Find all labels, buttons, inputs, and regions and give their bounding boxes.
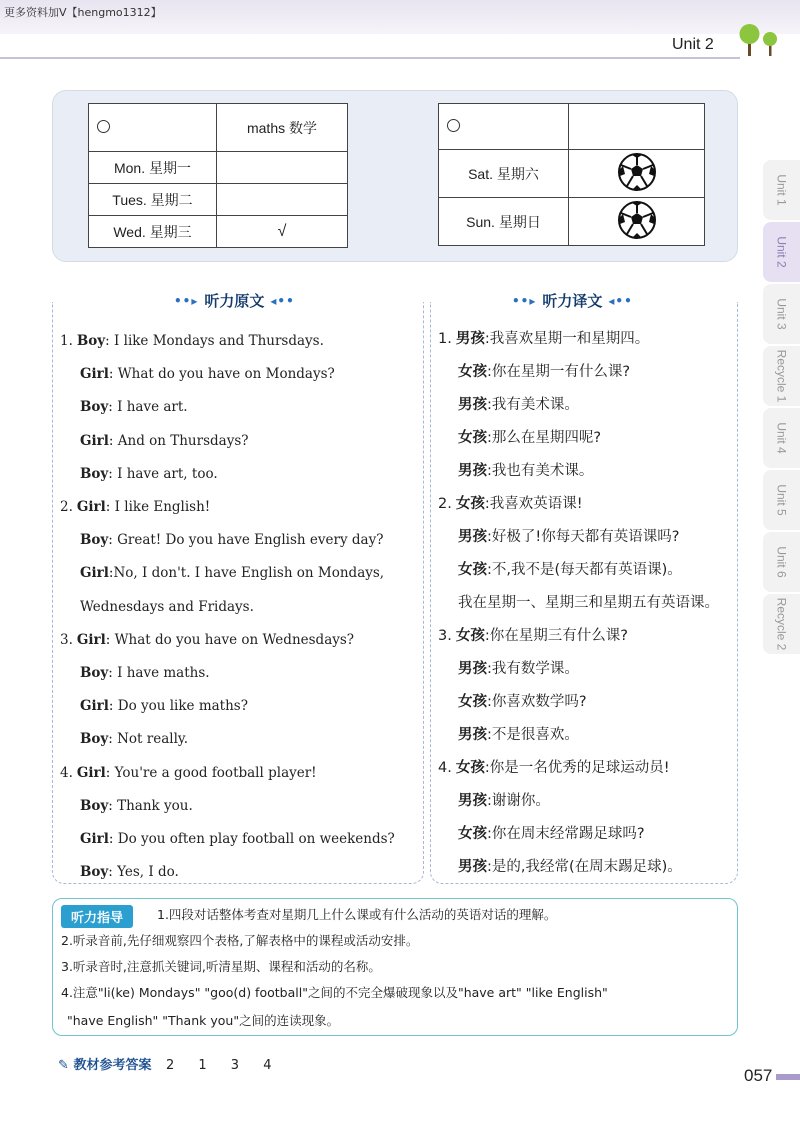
table-left [88, 103, 348, 248]
dialogue-line: 男孩:好极了!你每天都有英语课吗? [458, 529, 680, 545]
speaker: 女孩 [455, 628, 485, 644]
dialogue-line: 男孩:我有数学课。 [458, 661, 579, 677]
speaker: Girl [76, 764, 106, 781]
circle-icon [97, 120, 110, 133]
dialogue-line: 3. 女孩:你在星期三有什么课? [438, 628, 628, 644]
dialogue-line: Girl: Do you like maths? [80, 698, 248, 715]
pencil-icon: ✎ [58, 1058, 69, 1073]
dialogue-line: 3. Girl: What do you have on Wednesdays? [60, 631, 355, 648]
dialogue-line: 4. Girl: You're a good football player! [60, 764, 317, 781]
guide-line: 1.四段对话整体考查对星期几上什么课或有什么活动的英语对话的理解。 [157, 907, 557, 922]
dialogue-line: Boy: I have art, too. [80, 465, 218, 482]
dialogue-line: Boy: I have maths. [80, 665, 210, 682]
soccer-ball-icon [617, 152, 657, 192]
speaker: 男孩 [458, 793, 487, 809]
side-tab[interactable]: Unit 1 [763, 160, 800, 220]
side-tab[interactable]: Unit 4 [763, 408, 800, 468]
page-bar [776, 1074, 800, 1080]
speaker: Girl [76, 499, 106, 516]
speaker: 女孩 [458, 826, 487, 842]
speaker: 男孩 [458, 727, 487, 743]
dialogue-line: Girl: Do you often play football on weekends? [80, 831, 395, 848]
header-divider [0, 57, 740, 59]
speaker: Boy [80, 465, 109, 482]
speaker: 男孩 [458, 397, 487, 413]
dialogue-line: 女孩:不,我不是(每天都有英语课)。 [458, 562, 682, 578]
table-right-day: Sun. 星期日 [439, 198, 569, 246]
speaker: 男孩 [458, 859, 487, 875]
dialogue-line: Boy: Great! Do you have English every day? [80, 532, 384, 549]
dialogue-line: Boy: Thank you. [80, 797, 193, 814]
dialogue-line: 2. 女孩:我喜欢英语课! [438, 496, 583, 512]
speaker: 女孩 [458, 562, 487, 578]
table-left-day: Wed. 星期三 [89, 216, 217, 248]
dialogue-line: Boy: Not really. [80, 731, 189, 748]
side-tab[interactable]: Unit 6 [763, 532, 800, 592]
speaker: Boy [80, 864, 109, 881]
speaker: Boy [80, 532, 109, 549]
listening-guide [52, 898, 738, 1036]
speaker: Girl [80, 366, 109, 383]
speaker: Boy [76, 333, 106, 349]
dialogue-line: 2. Girl: I like English! [60, 499, 211, 516]
dialogue-line: Girl: And on Thursdays? [80, 432, 249, 449]
table-left-day: Tues. 星期二 [89, 184, 217, 216]
speaker: 女孩 [455, 496, 485, 512]
speaker: 男孩 [455, 331, 485, 347]
dialogue-line: Boy: Yes, I do. [80, 864, 179, 881]
speaker: 男孩 [458, 661, 487, 677]
tree-icon [736, 22, 782, 58]
dialogue-line: 1. Boy: I like Mondays and Thursdays. [60, 333, 324, 349]
side-tab[interactable]: Unit 2 [763, 222, 800, 282]
dialogue-line: 男孩:我有美术课。 [458, 397, 579, 413]
translation-transcript [438, 323, 719, 884]
speaker: Girl [76, 631, 106, 648]
table-left-header: maths 数学 [217, 104, 348, 152]
dialogue-line: 男孩:是的,我经常(在周末踢足球)。 [458, 859, 682, 875]
original-heading: ••▸ 听力原文 ◂•• [174, 292, 295, 310]
dialogue-line: 女孩:你在星期一有什么课? [458, 364, 631, 380]
speaker: 女孩 [458, 364, 487, 380]
side-tab[interactable]: Unit 3 [763, 284, 800, 344]
page-number: 057 [744, 1066, 773, 1085]
speaker: Boy [80, 399, 109, 416]
dialogue-line: 女孩:你喜欢数学吗? [458, 694, 587, 710]
speaker: Boy [80, 731, 109, 748]
table-right-day: Sat. 星期六 [439, 150, 569, 198]
guide-line: 3.听录音时,注意抓关键词,听清星期、课程和活动的名称。 [61, 959, 381, 974]
speaker: Girl [80, 698, 109, 715]
dialogue-line: 4. 女孩:你是一名优秀的足球运动员! [438, 760, 670, 776]
circle-icon [447, 119, 460, 132]
speaker: Girl [80, 565, 109, 582]
reference-answer: ✎ 教材参考答案 2 1 3 4 [58, 1058, 282, 1073]
translation-heading: ••▸ 听力译文 ◂•• [512, 292, 633, 310]
dialogue-line: Wednesdays and Fridays. [80, 598, 254, 615]
speaker: 男孩 [458, 529, 487, 545]
speaker: 女孩 [458, 430, 487, 446]
guide-line: 2.听录音前,先仔细观察四个表格,了解表格中的课程或活动安排。 [61, 933, 419, 948]
dialogue-line: 男孩:我也有美术课。 [458, 463, 594, 479]
speaker: Boy [80, 797, 109, 814]
soccer-ball-icon [617, 200, 657, 240]
guide-line: 4.注意"li(ke) Mondays" "goo(d) football"之间的不完全爆破现象以及"have art" "like English" [61, 985, 608, 1000]
table-right [438, 103, 705, 246]
speaker: Boy [80, 665, 109, 682]
guide-line: "have English" "Thank you"之间的连读现象。 [67, 1013, 340, 1028]
dialogue-line: Girl: What do you have on Mondays? [80, 366, 335, 383]
watermark: 更多资料加V【hengmo1312】 [4, 6, 162, 19]
speaker: 男孩 [458, 463, 487, 479]
dialogue-line: 女孩:你在周末经常踢足球吗? [458, 826, 645, 842]
table-left-day: Mon. 星期一 [89, 152, 217, 184]
side-tab[interactable]: Recycle 2 [763, 594, 800, 654]
speaker: Girl [80, 432, 109, 449]
dialogue-line: 男孩:不是很喜欢。 [458, 727, 579, 743]
side-tabs [763, 160, 800, 656]
speaker: Girl [80, 831, 109, 848]
check-mark: √ [217, 216, 348, 248]
dialogue-line: 1. 男孩:我喜欢星期一和星期四。 [438, 331, 650, 347]
dialogue-line: 男孩:谢谢你。 [458, 793, 550, 809]
dialogue-line: Boy: I have art. [80, 399, 188, 416]
speaker: 女孩 [455, 760, 485, 776]
dialogue-line: 我在星期一、星期三和星期五有英语课。 [458, 595, 719, 611]
side-tab[interactable]: Recycle 1 [763, 346, 800, 406]
side-tab[interactable]: Unit 5 [763, 470, 800, 530]
speaker: 女孩 [458, 694, 487, 710]
original-transcript [60, 325, 395, 889]
dialogue-line: 女孩:那么在星期四呢? [458, 430, 602, 446]
dialogue-line: Girl:No, I don't. I have English on Mondays, [80, 565, 385, 582]
guide-tag: 听力指导 [61, 905, 133, 928]
unit-title: Unit 2 [672, 36, 714, 53]
